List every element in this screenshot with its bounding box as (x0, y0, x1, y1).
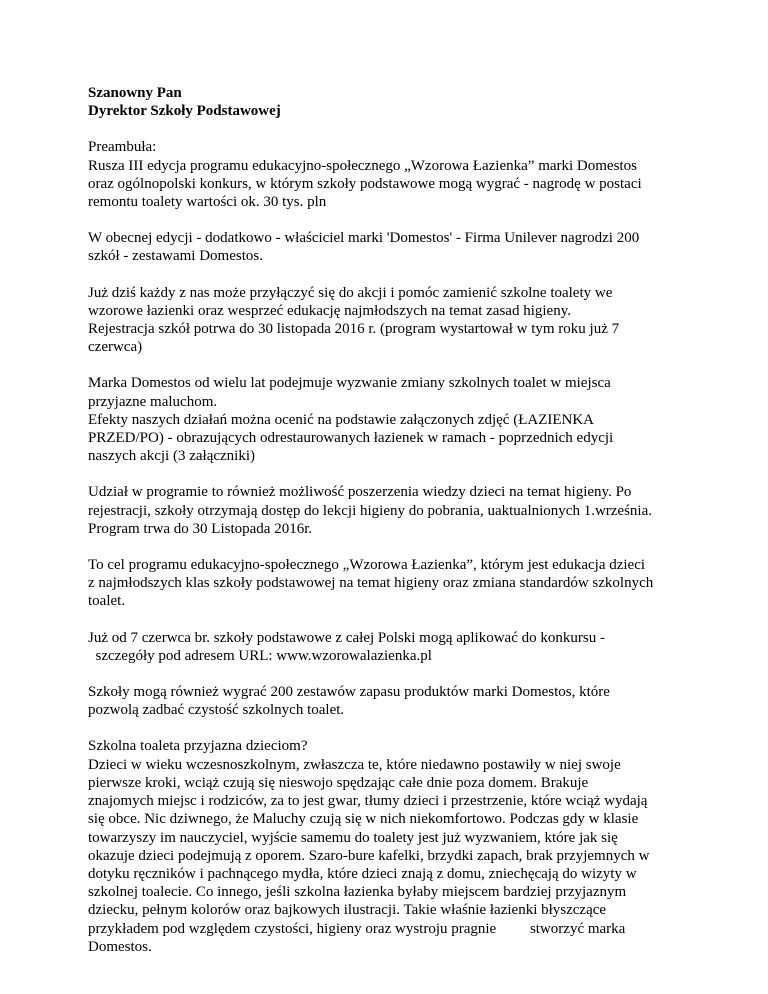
text-line: dziecku, pełnym kolorów oraz bajkowych ilustracji. Takie właśnie łazienki błyszczące (88, 902, 607, 919)
text-line: oraz ogólnopolski konkurs, w którym szkoły podstawowe mogą wygrać - nagrodę w postaci (88, 175, 642, 192)
text-line: pozwolą zadbać czystość szkolnych toalet. (88, 702, 345, 719)
text-line: się obce. Nic dziwnego, że Maluchy czują się w nich niekomfortowo. Podczas gdy w klasie (88, 811, 639, 828)
paragraph-program-goal (88, 556, 688, 611)
text-line: przyjazne maluchom. (88, 393, 218, 410)
text-line: Efekty naszych działań można ocenić na podstawie załączonych zdjęć (ŁAZIENKA (88, 411, 595, 428)
letter-body (88, 84, 688, 974)
recipient-position: Dyrektor Szkoły Podstawowej (88, 103, 281, 120)
text-line: czerwca) (88, 339, 143, 356)
paragraph-preamble (88, 138, 688, 211)
text-line: okazuje dzieci podejmują z oporem. Szaro-bure kafelki, brzydki zapach, brak przyjemnych w (88, 847, 650, 864)
paragraph-registration (88, 284, 688, 357)
paragraph-prizes (88, 683, 688, 719)
text-line: Program trwa do 30 Listopada 2016r. (88, 520, 313, 537)
text-line: szkolnej toalecie. Co innego, jeśli szkolna łazienka byłaby miejscem bardziej przyjaznym (88, 884, 627, 901)
text-line: Rusza III edycja programu edukacyjno-społecznego „Wzorowa Łazienka” marki Domestos (88, 157, 637, 174)
paragraph-participation (88, 483, 688, 538)
text-line: szczegóły pod adresem URL: www.wzorowalazienka.pl (88, 647, 432, 664)
text-line: Preambuła: (88, 139, 157, 156)
text-line: znajomych miejsc i rodziców, za to jest gwar, tłumy dzieci i przestrzenie, które wciąż wydają (88, 793, 648, 810)
paragraph-brand-history (88, 374, 688, 465)
text-line: PRZED/PO) - obrazujących odrestaurowanych łazienek w ramach - poprzednich edycji (88, 430, 614, 447)
text-line: Udział w programie to również możliwość poszerzenia wiedzy dzieci na temat higieny. Po (88, 484, 632, 501)
text-line: remontu toalety wartości ok. 30 tys. pln (88, 194, 327, 211)
text-line: Już od 7 czerwca br. szkoły podstawowe z całej Polski mogą aplikować do konkursu - (88, 629, 605, 646)
text-line: wzorowe łazienki oraz wesprzeć edukację najmłodszych na temat zasad higieny. (88, 302, 571, 319)
paragraph-unilever (88, 229, 688, 265)
text-line: W obecnej edycji - dodatkowo - właściciel marki 'Domestos' - Firma Unilever nagrodzi 200 (88, 230, 640, 247)
text-line: toalet. (88, 593, 126, 610)
text-line: Rejestracja szkół potrwa do 30 listopada 2016 r. (program wystartował w tym roku już 7 (88, 321, 620, 338)
text-line: dotyku ręczników i pachnącego mydła, które dzieci znają z domu, zniechęcają do wizyty w (88, 865, 637, 882)
text-line: naszych akcji (3 załączniki) (88, 448, 255, 465)
text-line: przykładem pod względem czystości, higieny oraz wystroju pragnie stworzyć marka (88, 920, 626, 937)
text-line: To cel programu edukacyjno-społecznego „Wzorowa Łazienka”, którym jest edukacja dzieci (88, 557, 646, 574)
text-line: Szkolna toaleta przyjazna dzieciom? (88, 738, 308, 755)
text-line: towarzyszy im nauczyciel, wyjście samemu do toalety jest już wyzwaniem, które jak się (88, 829, 618, 846)
text-line: rejestracji, szkoły otrzymają dostęp do lekcji higieny do pobrania, uaktualnionych 1.września. (88, 502, 652, 519)
text-line: Marka Domestos od wielu lat podejmuje wyzwanie zmiany szkolnych toalet w miejsca (88, 375, 611, 392)
text-line: Już dziś każdy z nas może przyłączyć się do akcji i pomóc zamienić szkolne toalety we (88, 284, 613, 301)
paragraph-apply (88, 629, 688, 665)
text-line: szkół - zestawami Domestos. (88, 248, 263, 265)
text-line: z najmłodszych klas szkoły podstawowej na temat higieny oraz zmiana standardów szkolnych (88, 575, 654, 592)
text-line: Domestos. (88, 938, 152, 955)
text-line: Dzieci w wieku wczesnoszkolnym, zwłaszcza te, które niedawno postawiły w niej swoje (88, 756, 621, 773)
text-line: pierwsze kroki, wciąż czują się nieswojo spędzając całe dnie poza domem. Brakuje (88, 774, 589, 791)
text-line: Szkoły mogą również wygrać 200 zestawów zapasu produktów marki Domestos, które (88, 684, 610, 701)
paragraph-friendly-toilet (88, 737, 688, 955)
recipient-title: Szanowny Pan (88, 85, 182, 101)
recipient-block (88, 84, 688, 120)
